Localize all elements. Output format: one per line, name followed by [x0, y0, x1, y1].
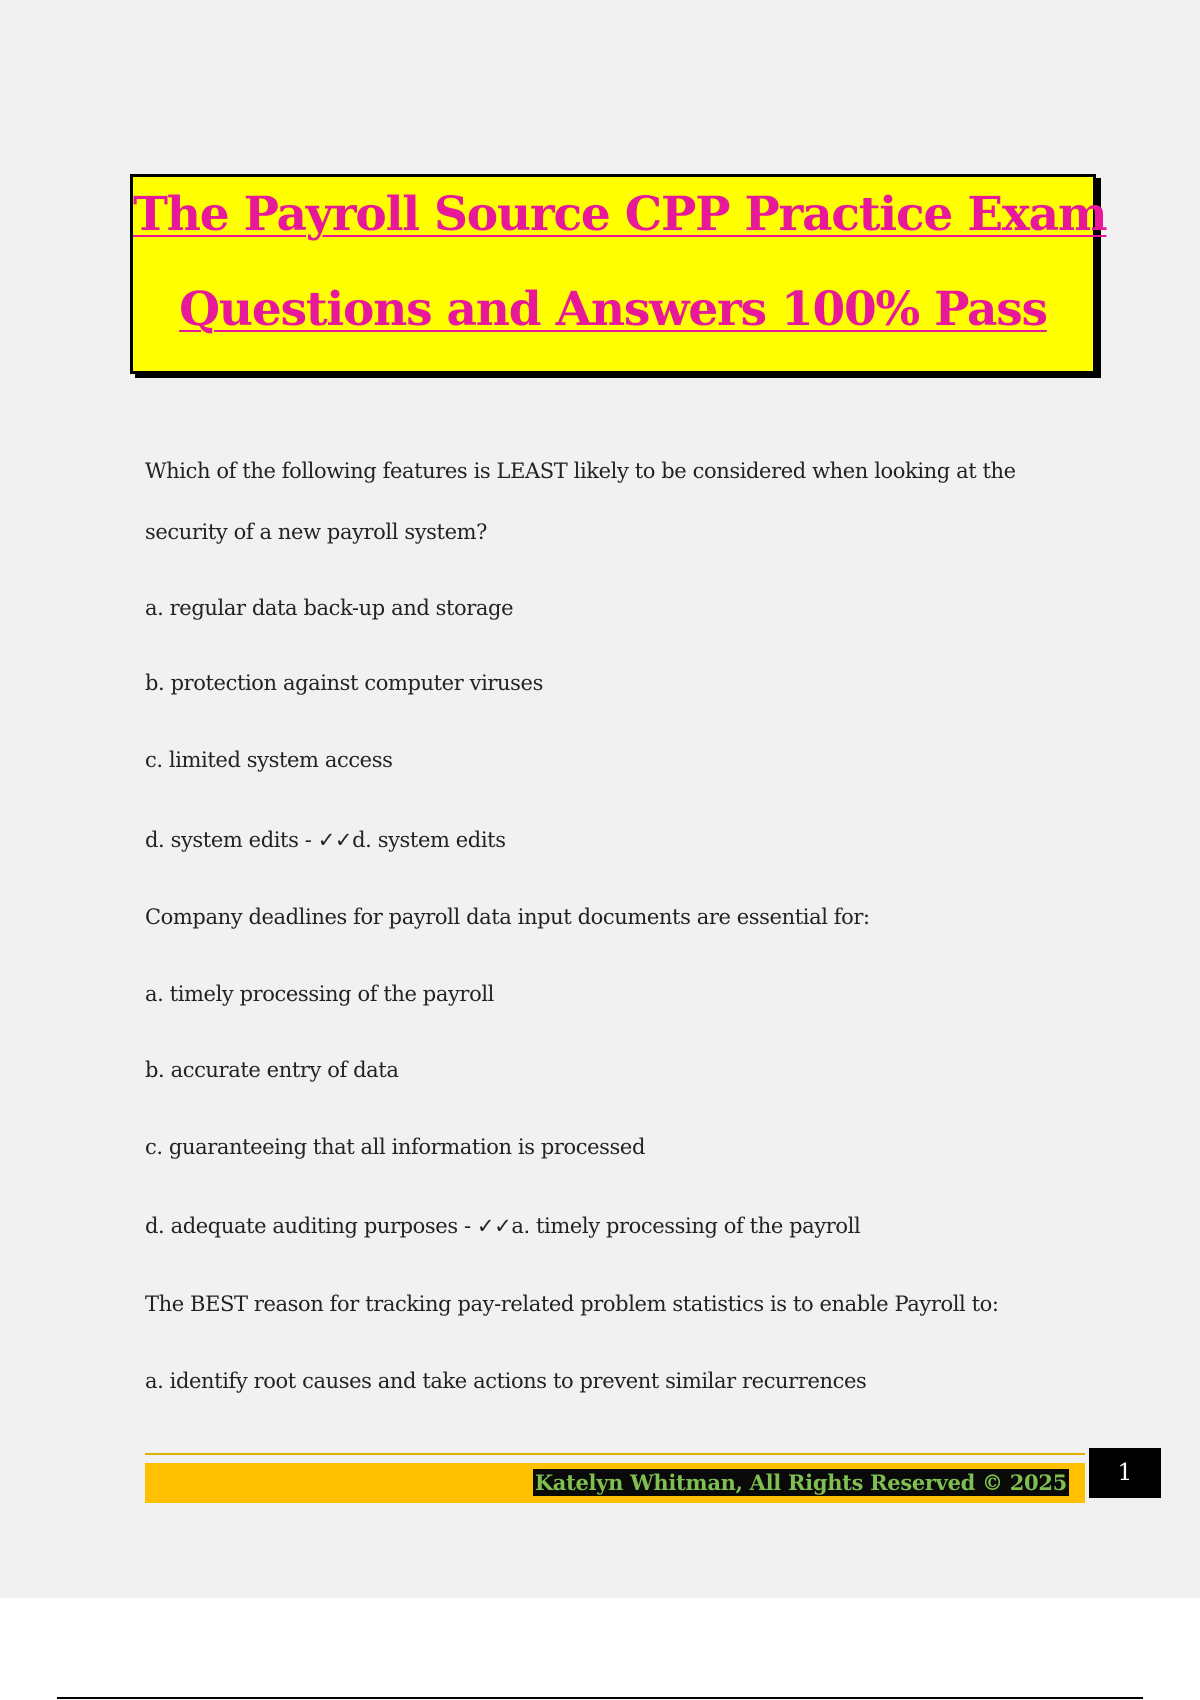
question-2-option-a: a. timely processing of the payroll	[145, 982, 494, 1006]
question-2-option-c: c. guaranteeing that all information is processed	[145, 1135, 645, 1159]
question-2-option-d-answer: d. adequate auditing purposes - ✓✓a. timely processing of the payroll	[145, 1214, 861, 1238]
question-3-text: The BEST reason for tracking pay-related problem statistics is to enable Payroll to:	[145, 1292, 999, 1316]
question-1-option-c: c. limited system access	[145, 748, 393, 772]
question-3-option-a: a. identify root causes and take actions to prevent similar recurrences	[145, 1369, 867, 1393]
question-2-text: Company deadlines for payroll data input documents are essential for:	[145, 905, 870, 929]
footer-rule	[145, 1453, 1085, 1455]
title-line-2: Questions and Answers 100% Pass	[179, 282, 1047, 337]
title-line-1: The Payroll Source CPP Practice Exam	[133, 187, 1107, 242]
question-1-text-line-1: Which of the following features is LEAST likely to be considered when looking at the	[145, 459, 1016, 483]
page-number: 1	[1089, 1448, 1161, 1498]
bottom-divider	[57, 1697, 1143, 1699]
question-1-option-b: b. protection against computer viruses	[145, 671, 543, 695]
question-2-option-b: b. accurate entry of data	[145, 1058, 399, 1082]
footer-copyright: Katelyn Whitman, All Rights Reserved © 2025	[534, 1470, 1067, 1495]
footer-bar	[145, 1463, 1085, 1503]
question-1-text-line-2: security of a new payroll system?	[145, 520, 487, 544]
question-1-option-a: a. regular data back-up and storage	[145, 596, 514, 620]
question-1-option-d-answer: d. system edits - ✓✓d. system edits	[145, 828, 506, 852]
title-box	[130, 174, 1107, 374]
